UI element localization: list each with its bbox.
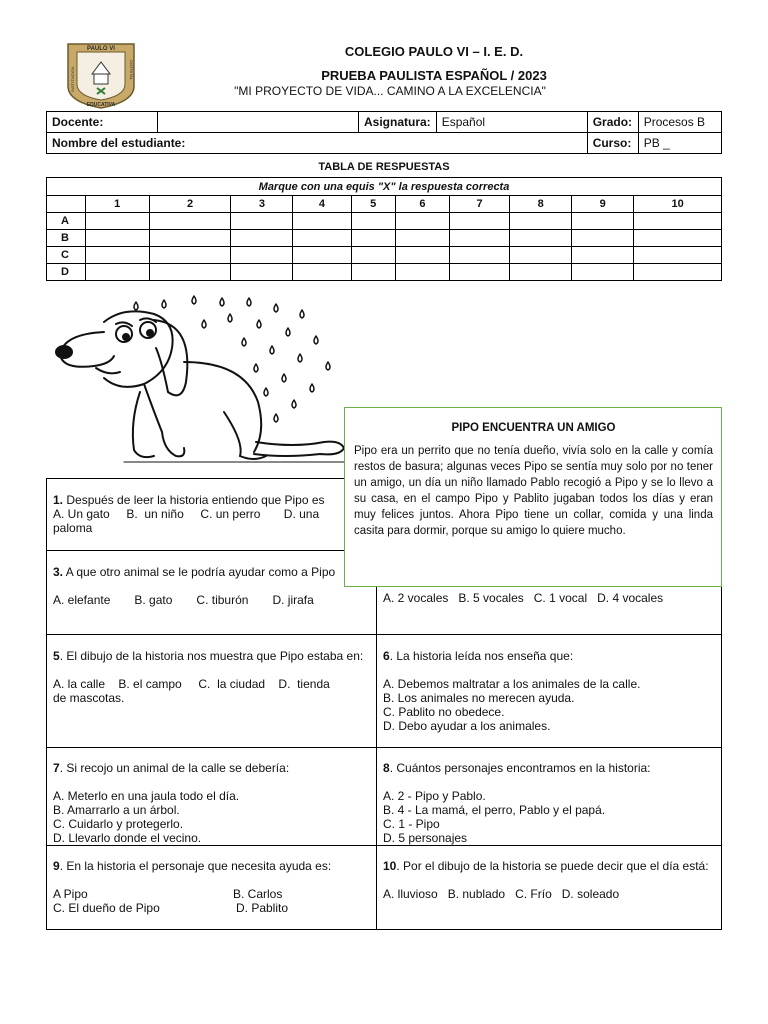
answer-cell[interactable] [351, 247, 395, 264]
raindrops [134, 296, 330, 422]
question-10-options [383, 887, 715, 901]
subject-label: Asignatura: [359, 112, 437, 133]
answer-row [47, 264, 722, 281]
answer-cell[interactable] [634, 230, 722, 247]
answer-cell[interactable] [85, 230, 149, 247]
course-value[interactable]: PB _ [638, 133, 721, 154]
answer-table-title: TABLA DE RESPUESTAS [318, 161, 450, 173]
story-text: Pipo era un perrito que no tenía dueño, vivía solo en la calle y comía restos de basura; algunas veces Pipo se sentía muy solo por no tener un amigo, un día un niño llamado Pablo recogió a Pipo y se lo llevo a su casa, en el campo Pipo y Pablito jugaban todos los días y eran muy felices juntos. Ahora Pipo tiene un collar, comida y una linda casita para dormir, porque su amigo lo quiere mucho. [354, 445, 713, 537]
answer-cell[interactable] [293, 247, 351, 264]
answer-cell[interactable] [510, 247, 572, 264]
question-4-options [383, 591, 715, 605]
answer-cell[interactable] [572, 213, 634, 230]
answer-column-header: 9 [572, 196, 634, 213]
option-a[interactable]: A. lluvioso [383, 887, 438, 901]
answer-cell[interactable] [634, 264, 722, 281]
answer-row [47, 213, 722, 230]
question-9-number: 9 [53, 859, 60, 873]
answer-cell[interactable] [634, 247, 722, 264]
question-5-number: 5 [53, 649, 60, 663]
option-a[interactable]: A. Debemos maltratar a los animales de la calle. [383, 677, 641, 691]
answer-cell[interactable] [293, 264, 351, 281]
answer-table-corner [47, 196, 86, 213]
answer-column-header: 4 [293, 196, 351, 213]
question-6-number: 6 [383, 649, 390, 663]
answer-cell[interactable] [395, 264, 449, 281]
answer-column-header: 2 [149, 196, 231, 213]
answer-cell[interactable] [572, 247, 634, 264]
story-title: PIPO ENCUENTRA UN AMIGO [451, 422, 616, 434]
teacher-label: Docente: [47, 112, 158, 133]
answer-cell[interactable] [293, 213, 351, 230]
answer-cell[interactable] [510, 230, 572, 247]
option-d[interactable]: D. 5 personajes [383, 831, 468, 845]
answer-cell[interactable] [293, 230, 351, 247]
question-6-text: . La historia leída nos enseña que: [389, 649, 574, 663]
logo-left-text: INSTITUCION [70, 66, 75, 92]
question-10-number: 10 [383, 859, 397, 873]
answer-cell[interactable] [510, 213, 572, 230]
subject-value: Español [436, 112, 587, 133]
question-9 [46, 845, 377, 930]
question-5-text: . El dibujo de la historia nos muestra que Pipo estaba en: [59, 649, 364, 663]
question-10 [376, 845, 722, 930]
option-d[interactable]: D. Llevarlo donde el vecino. [53, 831, 202, 845]
answer-row-label: D [47, 264, 86, 281]
answer-cell[interactable] [572, 264, 634, 281]
answer-column-header: 10 [634, 196, 722, 213]
question-1-text: Después de leer la historia entiendo que Pipo es [63, 493, 325, 507]
option-b[interactable]: B. 5 vocales [458, 591, 524, 605]
option-b[interactable]: B. Carlos [233, 887, 283, 901]
question-5-options[interactable]: A. la calle B. el campo C. la ciudad D. tienda [53, 677, 330, 691]
option-a[interactable]: A. Meterlo en una jaula todo el día. [53, 789, 240, 803]
answer-cell[interactable] [351, 213, 395, 230]
answer-row-label: B [47, 230, 86, 247]
answer-cell[interactable] [351, 264, 395, 281]
option-d[interactable]: D. Pablito [236, 901, 289, 915]
question-7-number: 7 [53, 761, 60, 775]
option-c[interactable]: C. Cuidarlo y protegerlo. [53, 817, 184, 831]
answer-cell[interactable] [450, 264, 510, 281]
question-7 [46, 747, 377, 846]
logo-top-text: PAULO VI [87, 46, 115, 52]
answer-table-instruction: Marque con una equis "X" la respuesta correcta [47, 178, 722, 196]
answer-cell[interactable] [634, 213, 722, 230]
answer-cell[interactable] [231, 213, 293, 230]
option-c[interactable]: C. Pablito no obedece. [383, 705, 505, 719]
answer-cell[interactable] [572, 230, 634, 247]
question-1-options-cont: paloma [53, 521, 93, 535]
option-b[interactable]: B. Amarrarlo a un árbol. [53, 803, 180, 817]
school-motto: "MI PROYECTO DE VIDA... CAMINO A LA EXCELENCIA" [234, 84, 546, 98]
answer-column-header: 6 [395, 196, 449, 213]
question-3-options [53, 593, 370, 607]
answer-cell[interactable] [231, 247, 293, 264]
option-a[interactable]: A Pipo [53, 887, 88, 901]
option-b[interactable]: B. nublado [447, 887, 506, 901]
option-c[interactable]: C. 1 - Pipo [383, 817, 440, 831]
question-9-options [53, 887, 370, 915]
course-label: Curso: [587, 133, 638, 154]
answer-row-label: A [47, 213, 86, 230]
option-c[interactable]: C. 1 vocal [533, 591, 588, 605]
test-title: PRUEBA PAULISTA ESPAÑOL / 2023 [321, 68, 547, 83]
logo-right-text: DISTRITAL [129, 60, 134, 81]
option-b[interactable]: B. gato [134, 593, 173, 607]
option-c[interactable]: C. Frío [515, 887, 552, 901]
option-a[interactable]: A. 2 vocales [383, 591, 449, 605]
school-name: COLEGIO PAULO VI – I. E. D. [344, 44, 524, 59]
answer-column-header: 3 [231, 196, 293, 213]
question-9-text: . En la historia el personaje que necesita ayuda es: [59, 859, 332, 873]
question-1-number: 1. [53, 493, 64, 507]
answer-cell[interactable] [450, 213, 510, 230]
answer-column-header: 8 [510, 196, 572, 213]
option-a[interactable]: A. 2 - Pipo y Pablo. [383, 789, 486, 803]
question-8-number: 8 [383, 761, 390, 775]
option-b[interactable]: B. Los animales no merecen ayuda. [383, 691, 575, 705]
question-3-number: 3. [53, 565, 64, 579]
answer-cell[interactable] [85, 213, 149, 230]
question-6 [376, 634, 722, 748]
answer-cell[interactable] [351, 230, 395, 247]
option-b[interactable]: B. 4 - La mamá, el perro, Pablo y el papá. [383, 803, 606, 817]
option-d[interactable]: D. 4 vocales [597, 591, 664, 605]
answer-cell[interactable] [395, 247, 449, 264]
question-8-text: . Cuántos personajes encontramos en la historia: [389, 761, 651, 775]
answer-cell[interactable] [85, 264, 149, 281]
answer-column-header: 1 [85, 196, 149, 213]
answer-cell[interactable] [231, 264, 293, 281]
option-c[interactable]: C. El dueño de Pipo [53, 901, 160, 915]
answer-cell[interactable] [231, 230, 293, 247]
answer-cell[interactable] [149, 247, 231, 264]
answer-row [47, 230, 722, 247]
question-3 [46, 550, 377, 635]
answer-cell[interactable] [450, 230, 510, 247]
teacher-field[interactable] [158, 112, 359, 133]
question-1-options[interactable]: A. Un gato B. un niño C. un perro D. una [53, 507, 320, 521]
question-5-options-cont: de mascotas. [53, 691, 125, 705]
answer-table [46, 177, 722, 281]
answer-column-header: 5 [351, 196, 395, 213]
option-d[interactable]: D. Debo ayudar a los animales. [383, 719, 551, 733]
option-d[interactable]: D. jirafa [272, 593, 314, 607]
answer-cell[interactable] [149, 264, 231, 281]
question-1 [46, 478, 377, 551]
grade-value: Procesos B [638, 112, 721, 133]
sad-dog-in-rain-illustration [44, 292, 374, 472]
student-info-table [46, 111, 722, 154]
grade-label: Grado: [587, 112, 638, 133]
question-10-text: . Por el dibujo de la historia se puede decir que el día está: [396, 859, 709, 873]
answer-cell[interactable] [149, 213, 231, 230]
question-8 [376, 747, 722, 846]
student-name-label[interactable]: Nombre del estudiante: [47, 133, 588, 154]
story-box [344, 407, 722, 587]
answer-cell[interactable] [85, 247, 149, 264]
question-5 [46, 634, 377, 748]
answer-cell[interactable] [395, 213, 449, 230]
option-d[interactable]: D. soleado [561, 887, 620, 901]
question-3-text: A que otro animal se le podría ayudar como a Pipo [63, 565, 336, 579]
option-c[interactable]: C. tiburón [196, 593, 249, 607]
option-a[interactable]: A. elefante [53, 593, 111, 607]
answer-row-label: C [47, 247, 86, 264]
logo-bottom-text: EDUCATIVA [86, 102, 116, 108]
question-7-text: . Si recojo un animal de la calle se debería: [59, 761, 290, 775]
answer-cell[interactable] [450, 247, 510, 264]
answer-cell[interactable] [149, 230, 231, 247]
answer-row [47, 247, 722, 264]
answer-cell[interactable] [395, 230, 449, 247]
answer-cell[interactable] [510, 264, 572, 281]
answer-column-header: 7 [450, 196, 510, 213]
